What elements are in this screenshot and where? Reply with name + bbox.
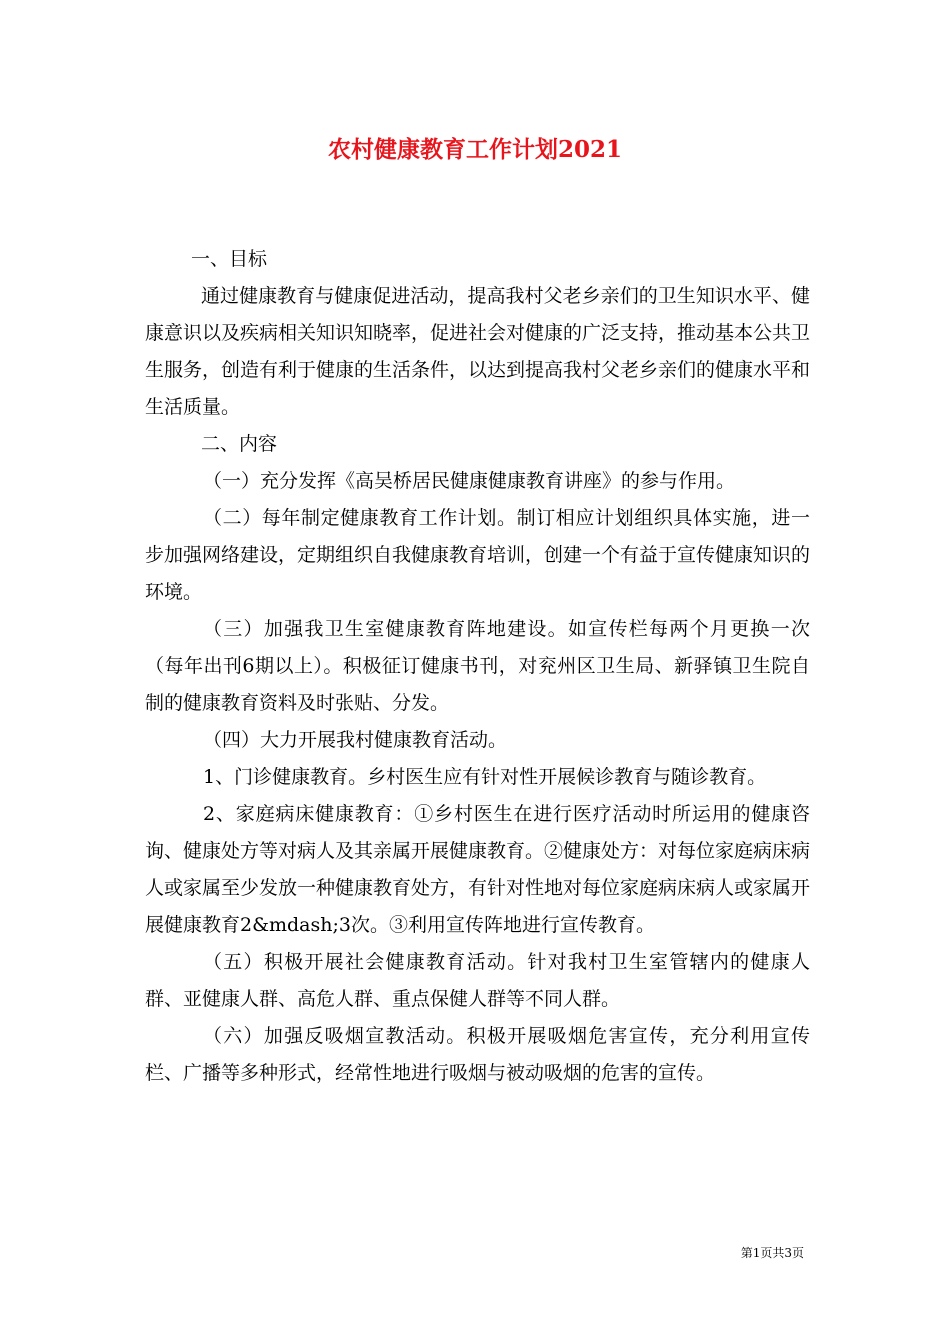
paragraph-item-3: （三）加强我卫生室健康教育阵地建设。如宣传栏每两个月更换一次（每年出刊6期以上）。积极征订健康书刊，对兖州区卫生局、新驿镇卫生院自制的健康教育资料及时张贴、分发。 [145,618,810,714]
section-heading-goal: 一、目标 [191,248,268,270]
paragraph-item-4: （四）大力开展我村健康教育活动。 [203,729,508,751]
page-number: 第1页共3页 [740,1246,804,1260]
paragraph-subitem-2: 2、家庭病床健康教育：①乡村医生在进行医疗活动时所运用的健康咨询、健康处方等对病人及其亲属开展健康教育。②健康处方：对每位家庭病床病人或家属至少发放一种健康教育处方，有针对性地对每位家庭病床病人或家属开展健康教育2&mdash;3次。③利用宣传阵地进行宣传教育。 [145,803,811,936]
paragraph-item-1: （一）充分发挥《高吴桥居民健康健康教育讲座》的参与作用。 [203,470,736,492]
document-body [145,241,810,1092]
document-title: 农村健康教育工作计划2021 [327,136,622,163]
paragraph-item-6: （六）加强反吸烟宣教活动。积极开展吸烟危害宣传，充分利用宣传栏、广播等多种形式，经常性地进行吸烟与被动吸烟的危害的宣传。 [145,1025,810,1084]
paragraph-item-5: （五）积极开展社会健康教育活动。针对我村卫生室管辖内的健康人群、亚健康人群、高危人群、重点保健人群等不同人群。 [145,951,810,1010]
paragraph-subitem-1: 1、门诊健康教育。乡村医生应有针对性开展候诊教育与随诊教育。 [203,766,767,788]
paragraph-goal-description: 通过健康教育与健康促进活动，提高我村父老乡亲们的卫生知识水平、健康意识以及疾病相关知识知晓率，促进社会对健康的广泛支持，推动基本公共卫生服务，创造有利于健康的生活条件，以达到提高我村父老乡亲们的健康水平和生活质量。 [145,285,811,418]
paragraph-item-2: （二）每年制定健康教育工作计划。制订相应计划组织具体实施，进一步加强网络建设，定期组织自我健康教育培训，创建一个有益于宣传健康知识的环境。 [145,507,811,603]
section-heading-content: 二、内容 [201,433,278,455]
